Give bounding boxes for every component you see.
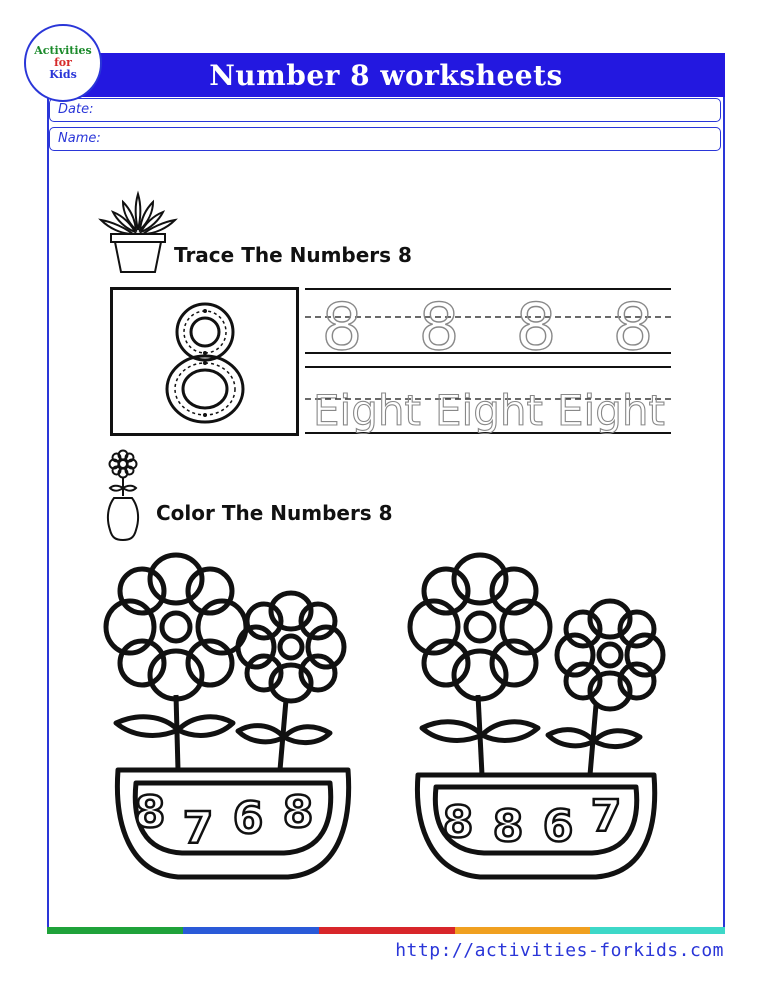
pot-number[interactable]: 8 [492, 801, 524, 852]
trace-digits [305, 287, 671, 437]
logo-text-kids: Kids [49, 68, 77, 81]
footer-stripe-orange [455, 927, 590, 934]
pot-number[interactable]: 6 [232, 793, 264, 844]
name-field[interactable] [49, 127, 721, 151]
trace-digit: 8 [515, 291, 557, 365]
footer-stripe-red [319, 927, 455, 934]
flower-pot-left [98, 555, 370, 885]
date-field[interactable] [49, 98, 721, 122]
title-bar [47, 53, 725, 97]
footer-stripe-blue [183, 927, 319, 934]
name-label: Name: [58, 131, 101, 146]
trace-word: Eight [435, 386, 543, 435]
color-title: Color The Numbers 8 [156, 501, 393, 525]
pot-number[interactable]: 8 [442, 797, 474, 848]
site-logo [24, 24, 102, 102]
pot-number[interactable]: 6 [542, 801, 574, 852]
footer-url-link[interactable]: http://activities-forkids.com [395, 940, 724, 961]
plant-pot-icon [95, 192, 181, 276]
trace-word: Eight [557, 386, 665, 435]
logo-text-activities: Activities [34, 44, 92, 57]
pot-number[interactable]: 7 [590, 791, 622, 842]
flower-pot-right [410, 555, 682, 885]
trace-digit: 8 [612, 291, 654, 365]
logo-text-for: for [54, 56, 72, 69]
pot-number[interactable]: 8 [134, 787, 166, 838]
page-title: Number 8 worksheets [209, 58, 563, 92]
flower-vase-icon [100, 450, 146, 544]
trace-example-box [110, 287, 300, 437]
trace-digit: 8 [321, 291, 363, 365]
trace-digit: 8 [418, 291, 460, 365]
footer-stripe-teal [590, 927, 725, 934]
trace-title: Trace The Numbers 8 [174, 243, 412, 267]
pot-number[interactable]: 8 [282, 787, 314, 838]
date-label: Date: [58, 102, 94, 117]
trace-word: Eight [313, 386, 421, 435]
footer-stripe-green [47, 927, 183, 934]
pot-number[interactable]: 7 [182, 803, 214, 854]
